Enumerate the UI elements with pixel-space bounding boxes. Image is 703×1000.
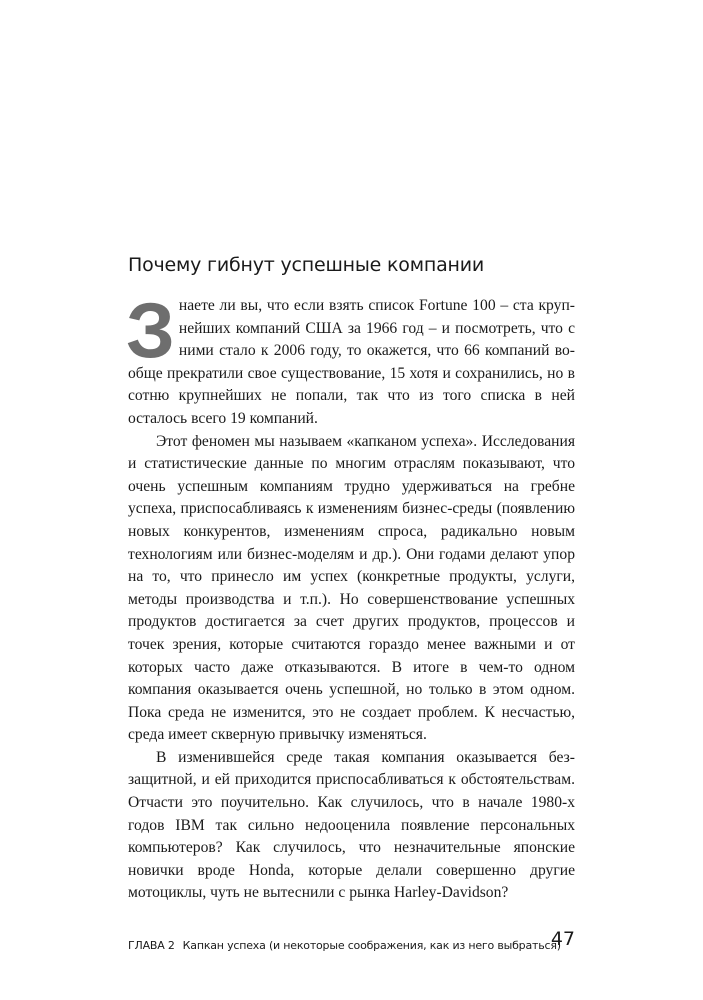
chapter-label: ГЛАВА 2 <box>128 939 175 952</box>
paragraph-1-text: наете ли вы, что если взять список Fortune 100 – ста крупнейших компаний США за 1966 год – и посмотреть, что с ними стало к 2006 году, то окажется, что 66 компаний вообще прекратили свое существование, 15 хотя и сохранились, но в сотню крупнейших не попали, так что из того списка в ней осталось всего 19 компаний. <box>128 297 575 427</box>
paragraph-1 <box>126 286 575 431</box>
chapter-title: Капкан успеха (и некоторые соображения, как из него выбраться) <box>182 939 561 952</box>
page-number: 47 <box>550 928 575 950</box>
page-footer <box>128 928 575 958</box>
section-title: Почему гибнут успешные компании <box>128 254 485 276</box>
paragraph-3: В изменившейся среде такая компания оказывается беззащитной, и ей приходится приспосабливаться к обстоятельствам. Отчасти это поучительно. Как случилось, что в начале 1980-х годов IBM так сильно недооценила появление персональных компьютеров? Как случилось, что незначительные японские новички вроде Honda, которые делали совершенно другие мотоциклы, чуть не вытеснили с рынка Harley-Davidson? <box>128 748 575 902</box>
running-head <box>128 939 561 952</box>
drop-cap: З <box>126 286 175 374</box>
body-text <box>126 286 575 905</box>
paragraph-2: Этот феномен мы называем «капканом успеха». Исследования и статистические данные по многим отраслям показывают, что очень успешным компаниям трудно удерживаться на гребне успеха, приспосабливаясь к изменениям бизнес-среды (появлению новых конкурентов, изменениям спроса, радикально новым технологиям или бизнес-моделям и др.). Они годами делают упор на то, что принесло им успех (конкретные продукты, услуги, методы производства и т.п.). Но совершенствование успешных продуктов достигается за счет других продуктов, процессов и точек зрения, которые считаются гораздо менее важными и от которых часто даже отказываются. В итоге в чем-то одном компания оказывается очень успешной, но только в этом одном. Пока среда не изменится, это не создает проблем. К несчастью, среда имеет скверную привычку изменяться. <box>128 432 575 744</box>
